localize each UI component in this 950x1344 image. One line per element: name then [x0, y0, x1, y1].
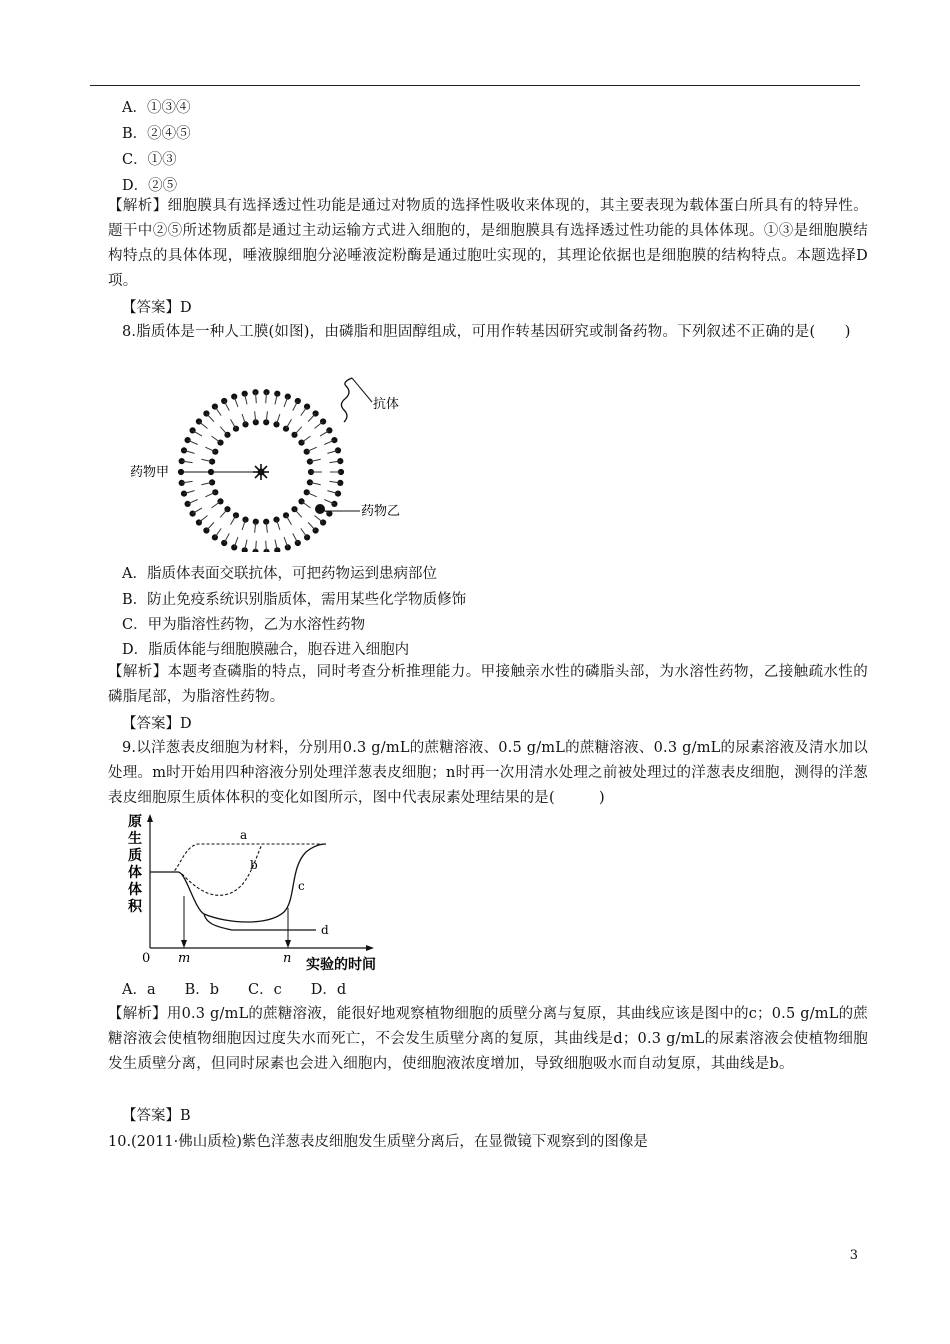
volume-chart: [120, 812, 420, 974]
phospholipid-head: [181, 491, 187, 497]
phospholipid-head: [233, 426, 239, 432]
phospholipid-head: [285, 544, 291, 550]
phospholipid-tail: [193, 430, 202, 436]
phospholipid-tail: [215, 528, 221, 537]
q10-stem: 10.(2011·佛山质检)紫色洋葱表皮细胞发生质壁分离后，在显微镜下观察到的图像是: [108, 1134, 648, 1150]
phospholipid-head: [212, 449, 218, 455]
phospholipid-head: [181, 447, 187, 453]
chart-xlabel: 实验的时间: [306, 957, 376, 973]
drug-a-label: 药物甲: [130, 465, 170, 480]
phospholipid-head: [304, 489, 310, 495]
q9-answer: 【答案】B: [122, 1108, 191, 1124]
phospholipid-head: [335, 491, 341, 497]
series-b-label: b: [250, 858, 258, 872]
phospholipid-head: [273, 517, 279, 523]
q8-stem: 8.脂质体是一种人工膜(如图)，由磷脂和胆固醇组成，可用作转基因研究或制备药物。下列叙述不正确的是( ): [122, 324, 851, 340]
phospholipid-head: [335, 447, 341, 453]
n-label: n: [283, 951, 292, 966]
q7-option-d: D．②⑤: [122, 178, 178, 194]
origin-label: 0: [142, 951, 151, 966]
phospholipid-head: [242, 517, 248, 523]
q8-option-d: D．脂质体能与细胞膜融合，胞吞进入细胞内: [122, 642, 410, 658]
series-c-label: c: [298, 879, 305, 893]
phospholipid-head: [212, 534, 218, 540]
antibody-strand: [341, 378, 352, 422]
q8-option-b: B．防止免疫系统识别脂质体，需用某些化学物质修饰: [122, 592, 467, 608]
phospholipid-tail: [199, 516, 208, 523]
chart-ylabel: 原生质体体积: [128, 814, 142, 915]
m-label: m: [178, 951, 191, 966]
phospholipid-tail: [315, 422, 324, 429]
header-rule: [90, 85, 860, 86]
q9-options: A．a B．b C．c D．d: [122, 982, 347, 998]
phospholipid-tail: [308, 522, 316, 530]
q9-analysis: 【解析】用0.3 g/mL的蔗糖溶液，能很好地观察植物细胞的质壁分离与复原，其曲线应该是图中的c；0.5 g/mL的蔗糖溶液会使植物细胞因过度失水而死亡，不会发生质壁分离的复原，其曲线是d；0.3 g/mL的尿素溶液会使植物细胞发生质壁分离，但同时尿素也会进入细胞内，使细胞液浓度增加，导致细胞吸水而自动复原，其曲线是b。: [108, 1006, 868, 1072]
phospholipid-head: [231, 544, 237, 550]
liposome-figure: [120, 372, 420, 552]
series-d-curve: [204, 914, 316, 930]
phospholipid-tail: [193, 508, 202, 514]
drug-b-label: 药物乙: [361, 504, 401, 519]
n-marker-arrow: [285, 940, 291, 948]
phospholipid-tail: [220, 509, 227, 517]
y-axis-arrow: [147, 814, 153, 822]
drug-b-molecule: [315, 504, 325, 514]
m-marker-arrow: [181, 940, 187, 948]
antibody-label: 抗体: [373, 397, 400, 412]
q8-option-a: A．脂质体表面交联抗体，可把药物运到患病部位: [122, 566, 437, 582]
phospholipid-tail: [315, 516, 324, 523]
q7-option-c: C．①③: [122, 152, 177, 168]
phospholipid-tail: [206, 522, 214, 530]
series-a-label: a: [240, 828, 248, 842]
q7-answer: 【答案】D: [122, 300, 192, 316]
phospholipid-tail: [301, 407, 307, 416]
phospholipid-tail: [206, 414, 214, 422]
q7-option-a: A．①③④: [122, 100, 191, 116]
q9-stem: 9.以洋葱表皮细胞为材料，分别用0.3 g/mL的蔗糖溶液、0.5 g/mL的蔗糖溶液、0.3 g/mL的尿素溶液及清水加以处理。m时开始用四种溶液分别处理洋葱表皮细胞；n时再一次用清水处理之前被处理过的洋葱表皮细胞，测得的洋葱表皮细胞原生质体体积的变化如图所示，图中代表尿素处理结果的是( ): [108, 740, 868, 806]
q8-analysis: 【解析】本题考查磷脂的特点，同时考查分析推理能力。甲接触亲水性的磷脂头部，为水溶性药物，乙接触疏水性的磷脂尾部，为脂溶性药物。: [108, 664, 868, 705]
phospholipid-tail: [302, 436, 311, 443]
series-d-label: d: [321, 923, 329, 937]
phospholipid-tail: [308, 414, 316, 422]
phospholipid-head: [326, 427, 332, 433]
x-axis-arrow: [366, 945, 374, 951]
page-number: 3: [849, 1248, 858, 1263]
phospholipid-tail: [295, 427, 302, 435]
phospholipid-head: [283, 426, 289, 432]
phospholipid-tail: [320, 430, 329, 436]
phospholipid-tail: [220, 427, 227, 435]
phospholipid-tail: [301, 528, 307, 537]
q8-option-c: C．甲为脂溶性药物，乙为水溶性药物: [122, 617, 366, 633]
phospholipid-tail: [212, 436, 221, 443]
phospholipid-tail: [295, 509, 302, 517]
series-a-curve: [150, 844, 325, 872]
phospholipid-tail: [212, 501, 221, 508]
phospholipid-tail: [215, 407, 221, 416]
q7-analysis: 【解析】细胞膜具有选择透过性功能是通过对物质的选择性吸收来体现的，其主要表现为载体蛋白所具有的特异性。题干中②⑤所述物质都是通过主动运输方式进入细胞的，是细胞膜具有选择透过性功能的具体体现。①③是细胞膜结构特点的具体体现，唾液腺细胞分泌唾液淀粉酶是通过胞吐实现的，其理论依据也是细胞膜的结构特点。本题选择D项。: [108, 198, 868, 289]
q8-answer: 【答案】D: [122, 716, 192, 732]
phospholipid-tail: [199, 422, 208, 429]
q7-option-b: B．②④⑤: [122, 126, 191, 142]
phospholipid-head: [304, 534, 310, 540]
phospholipid-head: [304, 449, 310, 455]
phospholipid-head: [212, 489, 218, 495]
phospholipid-tail: [302, 501, 311, 508]
